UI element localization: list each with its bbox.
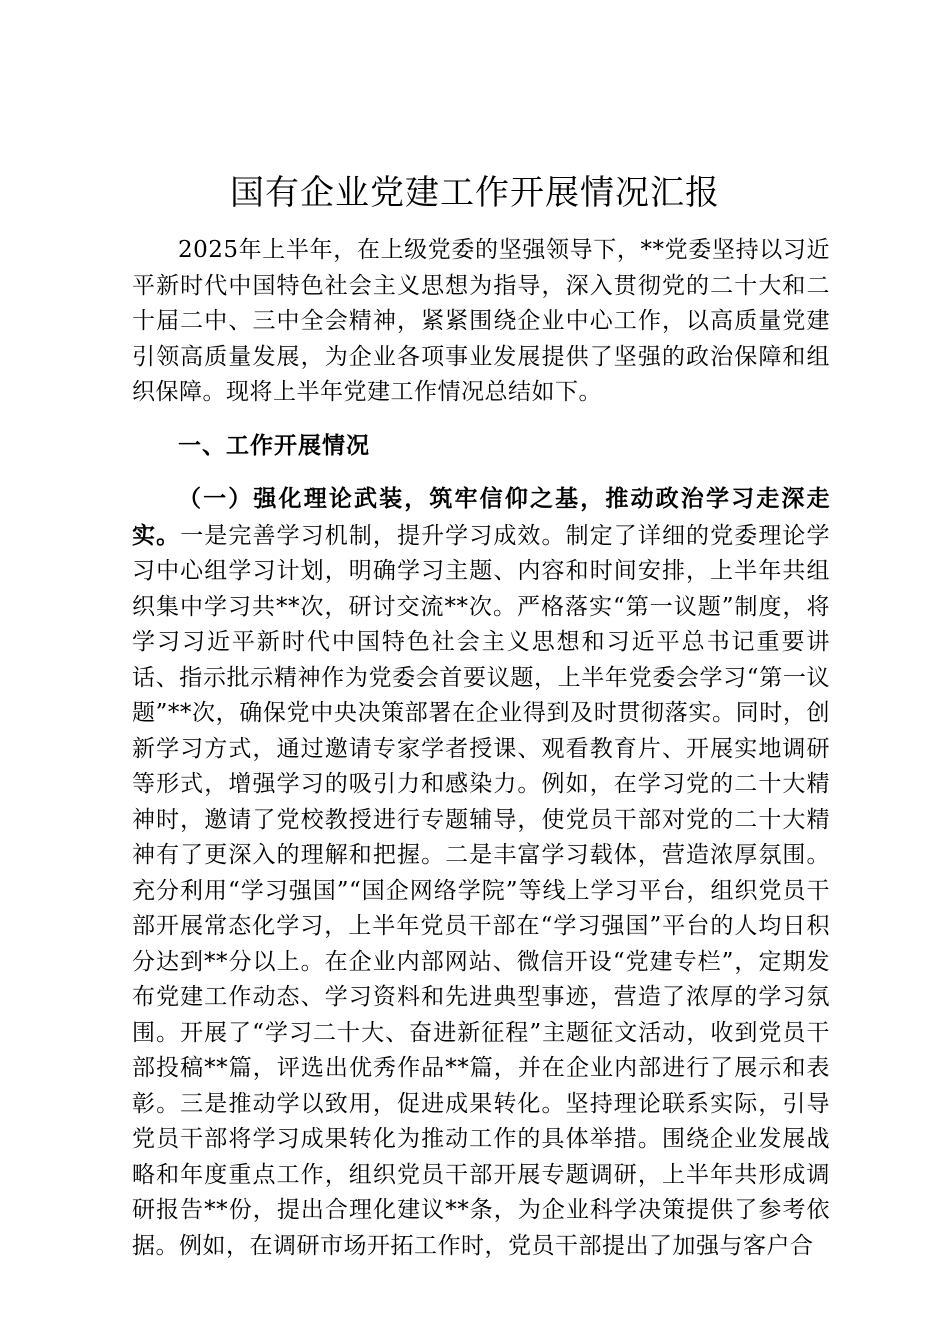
document-title: 国有企业党建工作开展情况汇报	[230, 173, 720, 213]
section-1-body: 一是完善学习机制，提升学习成效。制定了详细的党委理论学习中心组学习计划，明确学习主题、内容和时间安排，上半年共组织集中学习共**次，研讨交流**次。严格落实“第一议题”制度，将学习习近平新时代中国特色社会主义思想和习近平总书记重要讲话、指示批示精神作为党委会首要议题，上半年党委会学习“第一议题”**次，确保党中央决策部署在企业得到及时贯彻落实。同时，创新学习方式，通过邀请专家学者授课、观看教育片、开展实地调研等形式，增强学习的吸引力和感染力。例如，在学习党的二十大精神时，邀请了党校教授进行专题辅导，使党员干部对党的二十大精神有了更深入的理解和把握。二是丰富学习载体，营造浓厚氛围。充分利用“学习强国”“国企网络学院”等线上学习平台，组织党员干部开展常态化学习，上半年党员干部在“学习强国”平台的人均日积分达到**分以上。在企业内部网站、微信开设“党建专栏”，定期发布党建工作动态、学习资料和先进典型事迹，营造了浓厚的学习氛围。开展了“学习二十大、奋进新征程”主题征文活动，收到党员干部投稿**篇，评选出优秀作品**篇，并在企业内部进行了展示和表彰。三是推动学以致用，促进成果转化。坚持理论联系实际，引导党员干部将学习成果转化为推动工作的具体举措。围绕企业发展战略和年度重点工作，组织党员干部开展专题调研，上半年共形成调研报告**份，提出合理化建议**条，为企业科学决策提供了参考依据。例如，在调研市场开拓工作时，党员干部提出了加强与客户合	[132, 522, 831, 1259]
section-heading-1: 一、工作开展情况	[178, 432, 370, 459]
intro-paragraph: 2025年上半年，在上级党委的坚强领导下，**党委坚持以习近平新时代中国特色社会主义思想为指导，深入贯彻党的二十大和二十届二中、三中全会精神，紧紧围绕企业中心工作，以高质量党建引领高质量发展，为企业各项事业发展提供了坚强的政治保障和组织保障。现将上半年党建工作情况总结如下。	[132, 237, 830, 405]
section-1-subheading: （一）强化理论武装，筑牢信仰之基，推动政治学习走深走实。	[132, 485, 830, 549]
section-1-paragraph	[132, 481, 830, 1264]
